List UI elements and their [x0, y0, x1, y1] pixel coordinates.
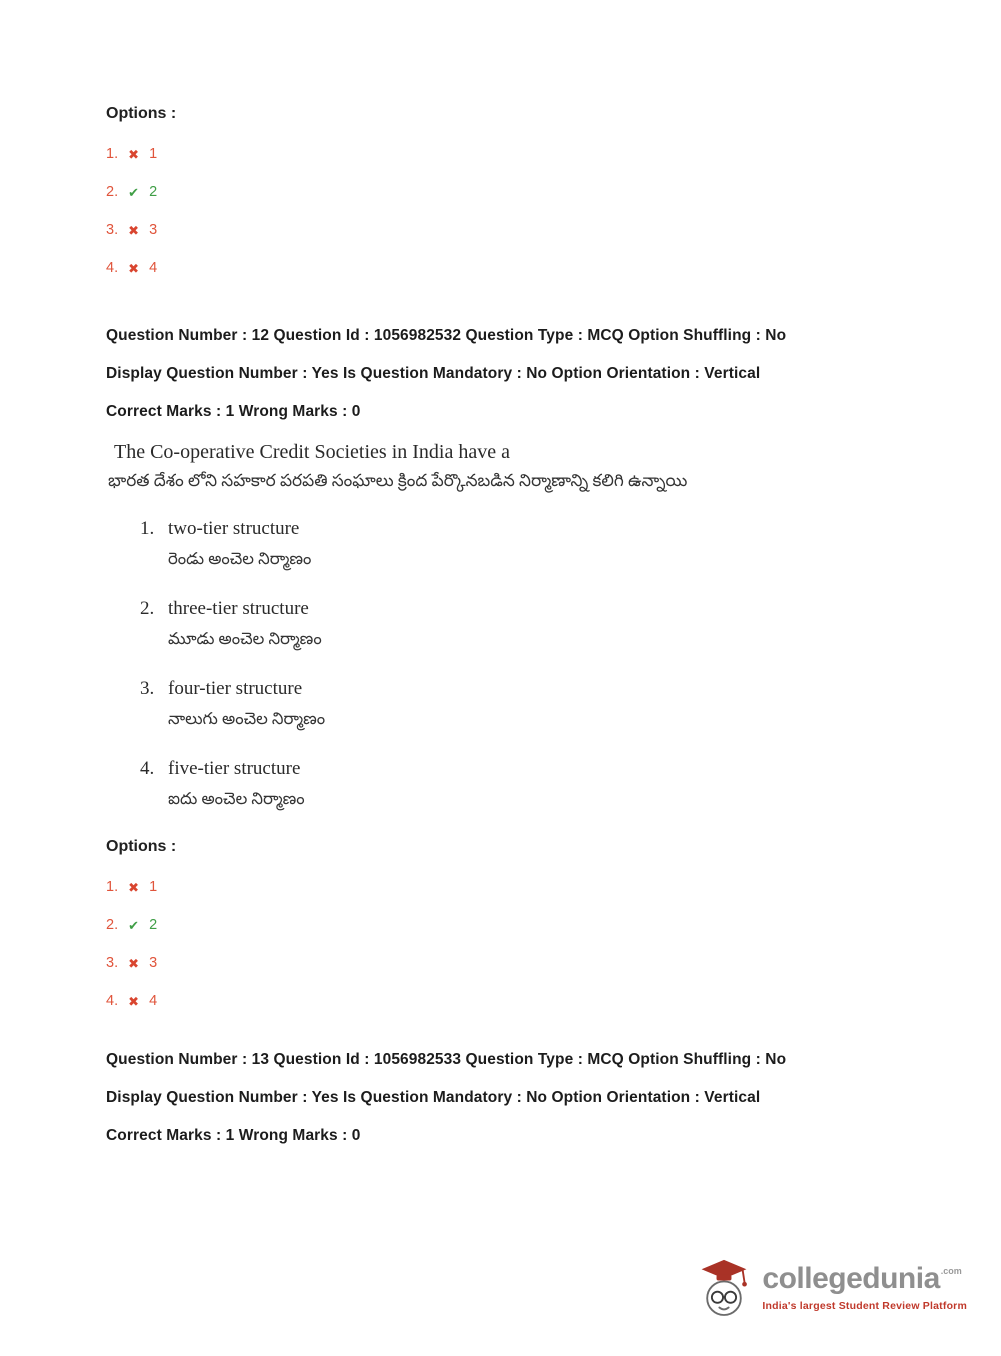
choice-text-telugu: నాలుగు అంచెల నిర్మాణం [168, 709, 326, 728]
brand-suffix: .com [940, 1265, 962, 1276]
cross-icon [126, 956, 141, 971]
choice-text-english: three-tier structure [168, 598, 309, 619]
question-meta [106, 325, 971, 422]
question-meta [106, 1049, 971, 1146]
cross-icon [126, 147, 141, 162]
cross-icon [126, 223, 141, 238]
option-row [106, 258, 971, 279]
choice-number: 2. [140, 598, 155, 619]
option-value: 2 [149, 917, 158, 933]
options-answer-block-2 [106, 837, 971, 1012]
cross-icon [126, 261, 141, 276]
choice-text-telugu: ఐదు అంచెల నిర్మాణం [168, 789, 305, 808]
question-stem-telugu: భారత దేశం లోని సహకార పరపతి సంఘాలు క్రింద పేర్కొనబడిన నిర్మాణాన్ని కలిగి ఉన్నాయి [108, 471, 688, 490]
option-value: 4 [149, 260, 158, 276]
option-value: 3 [149, 955, 158, 971]
cross-icon [126, 994, 141, 1009]
brand-tagline: India's largest Student Review Platform [762, 1299, 967, 1312]
question-meta-line: Question Number : 13 Question Id : 1056982533 Question Type : MCQ Option Shuffling : No [106, 1051, 787, 1068]
choice-item [106, 597, 971, 651]
choice-text-telugu: రెండు అంచెల నిర్మాణం [168, 549, 312, 568]
cross-icon [126, 880, 141, 895]
question-meta-line: Correct Marks : 1 Wrong Marks : 0 [106, 1127, 361, 1144]
question-meta-line: Correct Marks : 1 Wrong Marks : 0 [106, 403, 361, 420]
choice-number: 4. [140, 758, 155, 779]
question-meta-line: Display Question Number : Yes Is Question Mandatory : No Option Orientation : Vertical [106, 1089, 761, 1106]
question-stem [106, 439, 971, 493]
brand-name: collegedunia [762, 1261, 940, 1295]
choice-item [106, 677, 971, 731]
option-row [106, 915, 971, 936]
option-value: 1 [149, 146, 158, 162]
option-number: 3. [106, 222, 119, 238]
check-icon [126, 918, 141, 933]
options-answer-block-1 [106, 104, 971, 279]
choice-number: 3. [140, 678, 155, 699]
question-stem-english: The Co-operative Credit Societies in India have a [114, 441, 510, 463]
option-number: 1. [106, 146, 119, 162]
document-page [106, 104, 971, 1163]
collegedunia-mascot-icon [696, 1254, 752, 1320]
option-row [106, 877, 971, 898]
option-number: 4. [106, 260, 119, 276]
question-12-block [106, 325, 971, 811]
brand-text-block [762, 1263, 967, 1312]
option-value: 1 [149, 879, 158, 895]
choice-text-telugu: మూడు అంచెల నిర్మాణం [168, 629, 322, 648]
options-label: Options : [106, 838, 177, 855]
option-value: 2 [149, 184, 158, 200]
choice-item [106, 517, 971, 571]
choice-number: 1. [140, 518, 155, 539]
option-number: 2. [106, 917, 119, 933]
choice-item [106, 757, 971, 811]
choice-text-english: four-tier structure [168, 678, 303, 699]
question-meta-line: Question Number : 12 Question Id : 1056982532 Question Type : MCQ Option Shuffling : No [106, 327, 787, 344]
option-number: 1. [106, 879, 119, 895]
option-row [106, 991, 971, 1012]
option-value: 3 [149, 222, 158, 238]
choice-list [106, 517, 971, 811]
option-row [106, 220, 971, 241]
choice-text-english: five-tier structure [168, 758, 301, 779]
option-row [106, 182, 971, 203]
option-row [106, 953, 971, 974]
choice-text-english: two-tier structure [168, 518, 300, 539]
option-number: 3. [106, 955, 119, 971]
question-13-block [106, 1049, 971, 1146]
option-value: 4 [149, 993, 158, 1009]
option-number: 4. [106, 993, 119, 1009]
options-label: Options : [106, 105, 177, 122]
option-row [106, 144, 971, 165]
option-number: 2. [106, 184, 119, 200]
collegedunia-logo [696, 1254, 967, 1320]
check-icon [126, 185, 141, 200]
question-meta-line: Display Question Number : Yes Is Question Mandatory : No Option Orientation : Vertical [106, 365, 761, 382]
